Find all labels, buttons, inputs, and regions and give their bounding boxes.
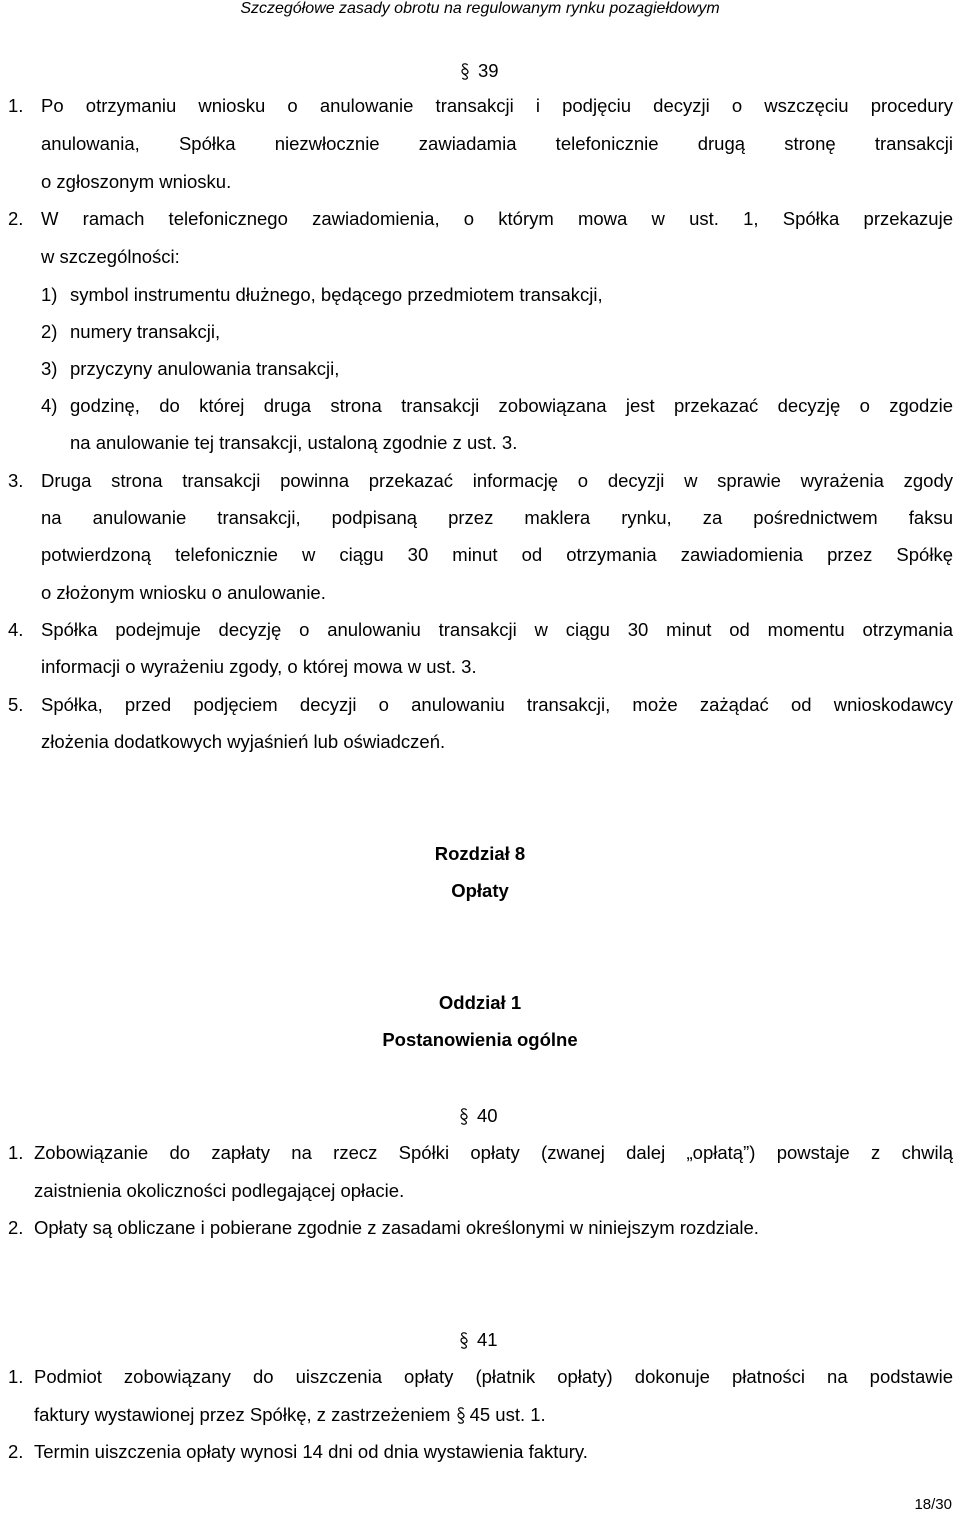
paragraph-line: Termin uiszczenia opłaty wynosi 14 dni od dnia wystawienia faktury. — [34, 1441, 588, 1462]
paragraph-number: 2. — [8, 1217, 24, 1238]
paragraph-line: potwierdzoną telefonicznie w ciągu 30 minut od otrzymania zawiadomienia przez Spółkę — [41, 544, 953, 565]
paragraph-line: W ramach telefonicznego zawiadomienia, o którym mowa w ust. 1, Spółka przekazuje — [41, 208, 953, 229]
list-item-number: 4) — [41, 395, 58, 416]
chapter-label: Rozdział 8 — [434, 843, 526, 864]
paragraph-number: 2. — [8, 208, 24, 229]
section-40-heading — [459, 1105, 498, 1127]
section-41-heading — [459, 1329, 498, 1351]
paragraph-line: Spółka, przed podjęciem decyzji o anulowaniu transakcji, może zażądać od wnioskodawcy — [41, 694, 953, 715]
paragraph-line: Podmiot zobowiązany do uiszczenia opłaty (płatnik opłaty) dokonuje płatności na podstawie — [34, 1366, 953, 1387]
section-39-heading — [460, 60, 499, 82]
paragraph-line: Opłaty są obliczane i pobierane zgodnie z zasadami określonymi w niniejszym rozdziale. — [34, 1217, 759, 1238]
paragraph-number: 3. — [8, 470, 24, 491]
section-sign-icon — [459, 1107, 469, 1126]
section-number: 41 — [477, 1329, 498, 1350]
paragraph-number: 5. — [8, 694, 24, 715]
page-number: 18/30 — [914, 1496, 952, 1513]
paragraph-number: 2. — [8, 1441, 24, 1462]
paragraph-number: 1. — [8, 1366, 24, 1387]
paragraph-line: Po otrzymaniu wniosku o anulowanie transakcji i podjęciu decyzji o wszczęciu procedury — [41, 95, 953, 116]
list-item: symbol instrumentu dłużnego, będącego przedmiotem transakcji, — [70, 284, 603, 305]
paragraph-line: Spółka podejmuje decyzję o anulowaniu transakcji w ciągu 30 minut od momentu otrzymania — [41, 619, 953, 640]
paragraph-line: o zgłoszonym wniosku. — [41, 171, 232, 192]
paragraph-number: 4. — [8, 619, 24, 640]
list-item: numery transakcji, — [70, 321, 221, 342]
paragraph-line — [34, 1404, 546, 1426]
list-item-number: 2) — [41, 321, 58, 342]
section-sign-icon — [460, 62, 470, 81]
list-item-number: 3) — [41, 358, 58, 379]
paragraph-number: 1. — [8, 95, 24, 116]
division-title: Postanowienia ogólne — [382, 1029, 578, 1050]
list-item-number: 1) — [41, 284, 58, 305]
paragraph-line: w szczególności: — [41, 246, 180, 267]
list-item: godzinę, do której druga strona transakcji zobowiązana jest przekazać decyzję o zgodzie — [70, 395, 953, 416]
section-number: 39 — [478, 60, 499, 81]
paragraph-line: anulowania, Spółka niezwłocznie zawiadamia telefonicznie drugą stronę transakcji — [41, 133, 953, 154]
paragraph-line: złożenia dodatkowych wyjaśnień lub oświadczeń. — [41, 731, 446, 752]
section-sign-icon — [459, 1331, 469, 1350]
paragraph-line: Druga strona transakcji powinna przekazać informację o decyzji w sprawie wyrażenia zgody — [41, 470, 953, 491]
section-sign-icon — [456, 1406, 466, 1425]
list-item: na anulowanie tej transakcji, ustaloną zgodnie z ust. 3. — [70, 432, 518, 453]
list-item: przyczyny anulowania transakcji, — [70, 358, 340, 379]
paragraph-line: informacji o wyrażeniu zgody, o której mowa w ust. 3. — [41, 656, 477, 677]
chapter-title: Opłaty — [451, 880, 509, 901]
paragraph-line: Zobowiązanie do zapłaty na rzecz Spółki opłaty (zwanej dalej „opłatą”) powstaje z chwilą — [34, 1142, 953, 1163]
running-header: Szczegółowe zasady obrotu na regulowanym rynku pozagiełdowym — [240, 0, 720, 17]
paragraph-text: 45 ust. 1. — [469, 1404, 546, 1425]
paragraph-line: na anulowanie transakcji, podpisaną przez maklera rynku, za pośrednictwem faksu — [41, 507, 953, 528]
paragraph-line: zaistnienia okoliczności podlegającej opłacie. — [34, 1180, 405, 1201]
division-label: Oddział 1 — [438, 992, 522, 1013]
paragraph-text: faktury wystawionej przez Spółkę, z zastrzeżeniem — [34, 1404, 451, 1425]
paragraph-number: 1. — [8, 1142, 24, 1163]
section-number: 40 — [477, 1105, 498, 1126]
paragraph-line: o złożonym wniosku o anulowanie. — [41, 582, 326, 603]
